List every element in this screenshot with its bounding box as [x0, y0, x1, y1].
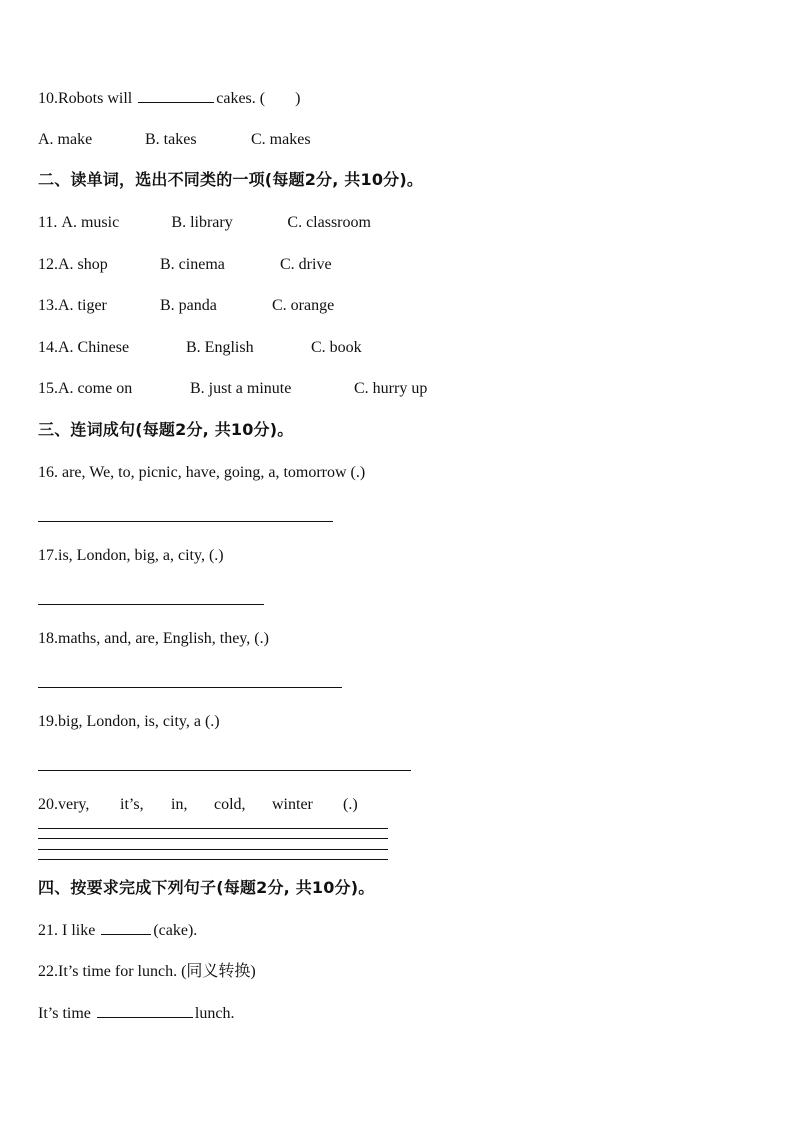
question-stem-before: 21. I like [38, 922, 96, 939]
question-11 [38, 213, 371, 233]
section-3-heading: 三、连词成句(每题2分, 共10分)。 [38, 420, 294, 439]
question-10 [38, 88, 300, 109]
option-b: B. English [186, 339, 254, 356]
question-14 [38, 338, 362, 358]
question-13 [38, 296, 334, 316]
question-22: 22.It’s time for lunch. (同义转换) [38, 963, 256, 980]
answer-line-19[interactable] [38, 770, 411, 771]
word-5: winter [272, 796, 313, 813]
question-22-answer [38, 1003, 234, 1024]
question-number: 14. [38, 339, 58, 356]
close-paren: ) [295, 90, 301, 107]
option-c: C. book [311, 339, 362, 356]
question-15 [38, 379, 427, 399]
question-20 [38, 795, 358, 815]
word-3: in, [171, 796, 188, 813]
option-a: A. Chinese [58, 339, 130, 356]
question-number: 15. [38, 380, 58, 397]
question-stem-before: Robots will [58, 90, 133, 107]
option-a: A. make [38, 131, 93, 148]
section-4-heading: 四、按要求完成下列句子(每题2分, 共10分)。 [38, 878, 375, 897]
option-b: B. takes [145, 131, 197, 148]
answer-line-20-d[interactable] [38, 859, 388, 860]
option-c: C. drive [280, 256, 332, 273]
option-c: C. classroom [287, 214, 371, 231]
word-2: it’s, [120, 796, 144, 813]
question-19: 19.big, London, is, city, a (.) [38, 713, 220, 730]
word-4: cold, [214, 796, 246, 813]
option-c: C. hurry up [354, 380, 428, 397]
question-21 [38, 920, 197, 941]
question-17: 17.is, London, big, a, city, (.) [38, 547, 224, 564]
answer-line-18[interactable] [38, 687, 342, 688]
question-number: 12. [38, 256, 58, 273]
word-6: (.) [343, 796, 358, 813]
answer-line-20-a[interactable] [38, 828, 388, 829]
option-b: B. cinema [160, 256, 225, 273]
option-a: A. shop [58, 256, 108, 273]
question-18: 18.maths, and, are, English, they, (.) [38, 630, 269, 647]
option-b: B. just a minute [190, 380, 292, 397]
question-10-options [38, 130, 311, 150]
answer-blank[interactable] [101, 920, 151, 935]
option-c: C. orange [272, 297, 335, 314]
option-b: B. panda [160, 297, 217, 314]
question-stem-after: cakes. ( [216, 90, 266, 107]
question-number: 13. [38, 297, 58, 314]
question-number: 11. [38, 214, 58, 231]
question-12 [38, 255, 332, 275]
option-a: A. tiger [58, 297, 107, 314]
question-16: 16. are, We, to, picnic, have, going, a, tomorrow (.) [38, 464, 366, 481]
answer-line-16[interactable] [38, 521, 333, 522]
question-number: 10. [38, 90, 58, 107]
option-c: C. makes [251, 131, 311, 148]
word-1: 20.very, [38, 796, 90, 813]
option-a: A. music [61, 214, 120, 231]
option-b: B. library [171, 214, 233, 231]
answer-blank[interactable] [138, 88, 214, 103]
answer-stem-after: lunch. [194, 1005, 235, 1022]
section-2-heading: 二、读单词，选出不同类的一项(每题2分, 共10分)。 [38, 170, 424, 189]
answer-blank[interactable] [97, 1003, 193, 1018]
question-stem-after: (cake). [153, 922, 198, 939]
answer-stem-before: It’s time [38, 1005, 91, 1022]
answer-line-20-b[interactable] [38, 838, 388, 839]
answer-line-17[interactable] [38, 604, 264, 605]
answer-line-20-c[interactable] [38, 849, 388, 850]
option-a: A. come on [58, 380, 133, 397]
